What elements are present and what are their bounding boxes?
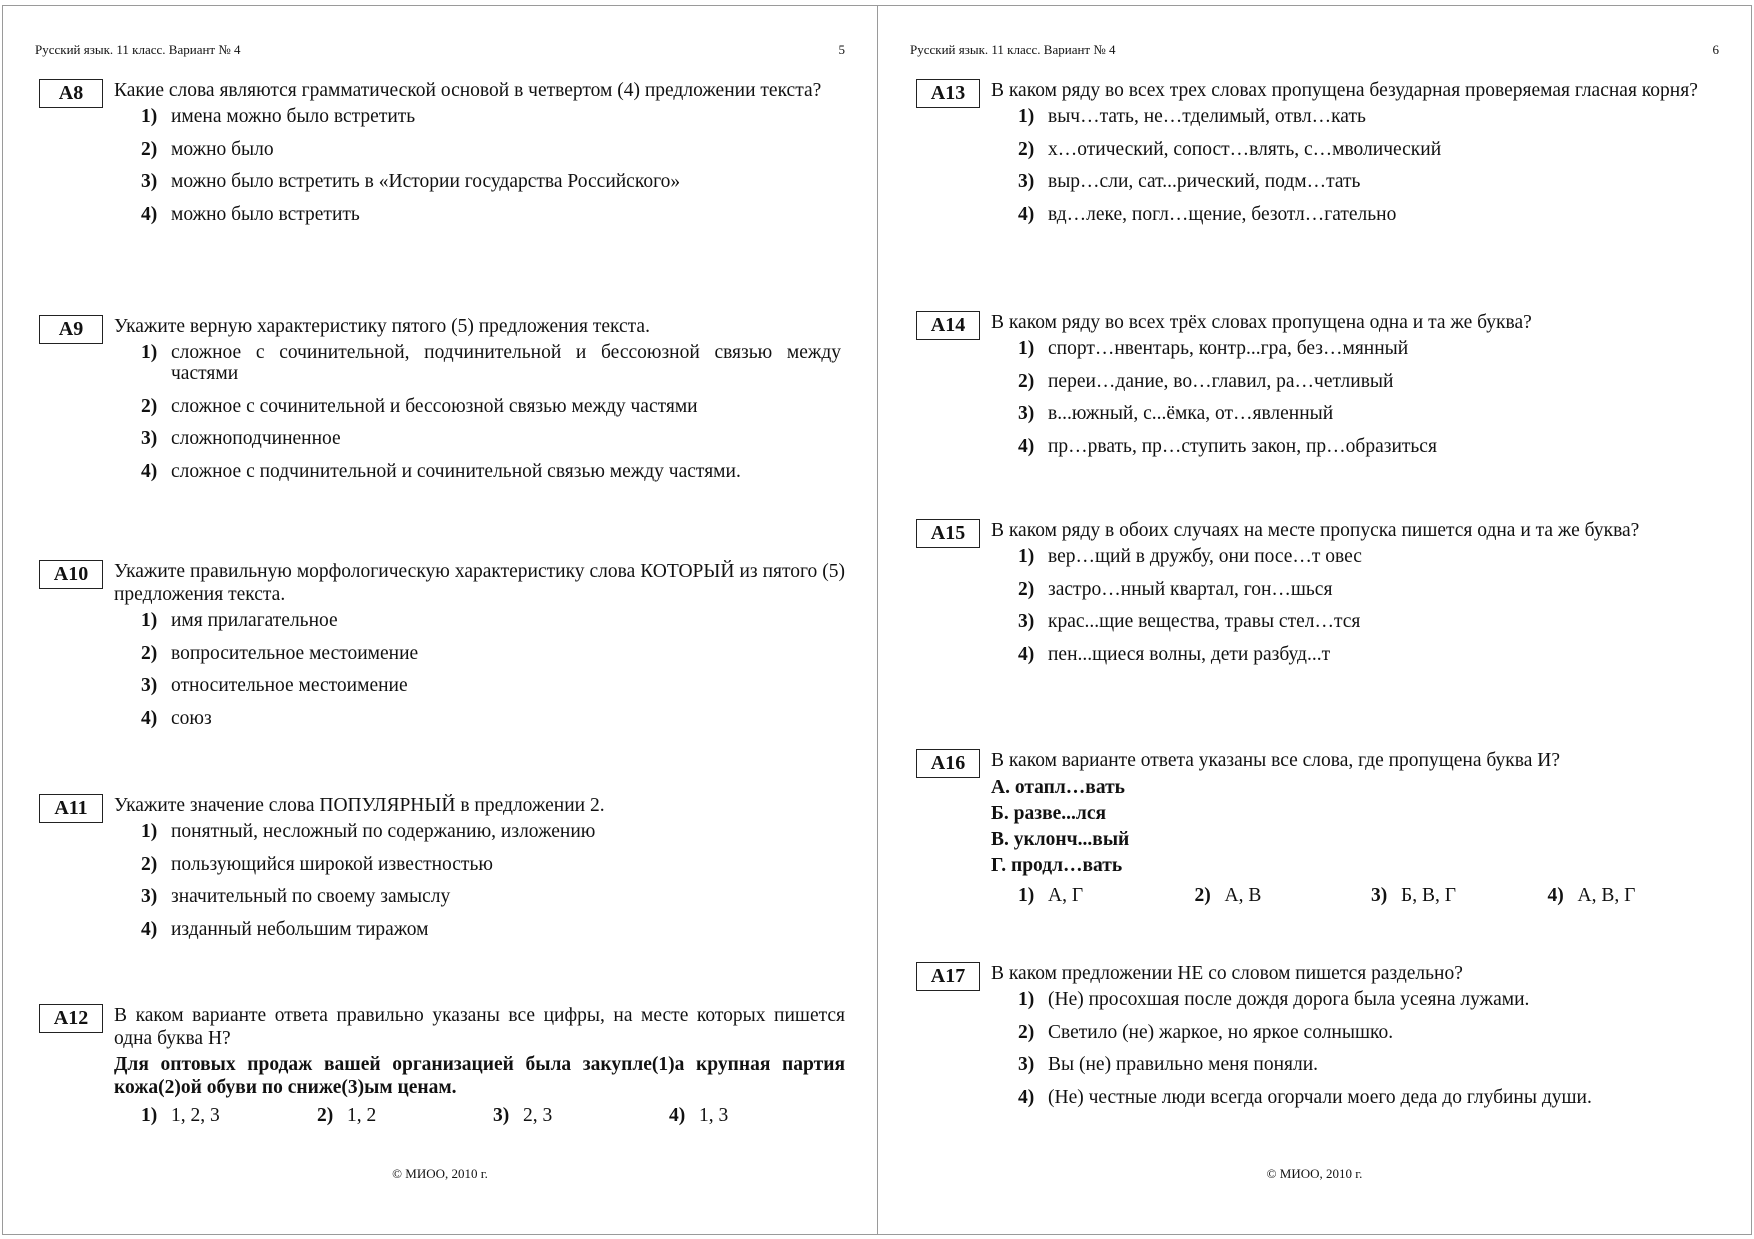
answer-option[interactable]: 1) вер…щий в дружбу, они посе…т овес bbox=[1018, 546, 1362, 567]
answer-option[interactable]: 2) 1, 2 bbox=[317, 1105, 377, 1126]
word-item: Г. продл…вать bbox=[991, 855, 1123, 876]
answer-option[interactable]: 2) х…отический, сопост…влять, с…мволический bbox=[1018, 138, 1442, 160]
answer-option[interactable]: 1) выч…тать, не…тделимый, отвл…кать bbox=[1018, 106, 1366, 127]
question-a12 bbox=[39, 1004, 845, 1127]
question-a17 bbox=[916, 962, 1724, 1119]
right-page bbox=[877, 5, 1752, 1235]
question-a10 bbox=[39, 560, 845, 740]
word-list bbox=[991, 775, 1724, 879]
answer-option[interactable]: 1) имя прилагательное bbox=[141, 610, 338, 631]
answer-option[interactable]: 4) вд…леке, погл…щение, безотл…гательно bbox=[1018, 203, 1397, 225]
answer-option[interactable]: 3) Вы (не) правильно меня поняли. bbox=[1018, 1054, 1319, 1075]
answer-options bbox=[141, 342, 845, 482]
page-footer: © МИОО, 2010 г. bbox=[1266, 1166, 1363, 1181]
question-label: А17 bbox=[916, 962, 980, 991]
word-item: Б. разве...лся bbox=[991, 803, 1107, 824]
answer-option[interactable]: 3) значительный по своему замыслу bbox=[141, 886, 451, 907]
question-sentence: Для оптовых продаж вашей организацией была закупле(1)а крупная партия кожа(2)ой обуви по сниже(3)ым ценам. bbox=[114, 1054, 845, 1098]
answer-options bbox=[1018, 106, 1724, 225]
question-label: А15 bbox=[916, 519, 980, 548]
page-footer: © МИОО, 2010 г. bbox=[392, 1166, 488, 1181]
answer-option[interactable]: 4) можно было встретить bbox=[141, 203, 360, 225]
answer-option[interactable]: 1) сложное с сочинительной, подчинительной и бессоюзной связью между частями bbox=[141, 342, 841, 384]
answer-option[interactable]: 1) спорт…нвентарь, контр...гра, без…мянный bbox=[1018, 338, 1409, 359]
question-label: А10 bbox=[39, 560, 103, 589]
answer-options bbox=[141, 821, 845, 940]
answer-option[interactable]: 2) застро…нный квартал, гон…шься bbox=[1018, 578, 1333, 600]
answer-option[interactable]: 4) союз bbox=[141, 707, 212, 729]
question-a11 bbox=[39, 794, 845, 951]
question-text: Укажите значение слова ПОПУЛЯРНЫЙ в предложении 2. bbox=[114, 795, 605, 816]
answer-option[interactable]: 2) пользующийся широкой известностью bbox=[141, 853, 493, 875]
question-a13 bbox=[916, 79, 1724, 236]
answer-options bbox=[1018, 989, 1724, 1108]
answer-options bbox=[1018, 338, 1724, 457]
answer-option[interactable]: 1) имена можно было встретить bbox=[141, 106, 416, 127]
answer-option[interactable]: 1) (Не) просохшая после дождя дорога была усеяна лужами. bbox=[1018, 989, 1530, 1010]
question-a9 bbox=[39, 315, 845, 493]
question-label: А14 bbox=[916, 311, 980, 340]
answer-option[interactable]: 4) сложное с подчинительной и сочинительной связью между частями. bbox=[141, 460, 741, 482]
answer-options bbox=[141, 1105, 845, 1127]
answer-option[interactable]: 3) выр…сли, сат...рический, подм…тать bbox=[1018, 171, 1361, 192]
answer-option[interactable]: 4) 1, 3 bbox=[669, 1105, 729, 1126]
question-text: В каком варианте ответа указаны все слова, где пропущена буква И? bbox=[991, 750, 1560, 771]
question-label: А11 bbox=[39, 794, 103, 823]
question-a15 bbox=[916, 519, 1724, 676]
answer-option[interactable]: 3) сложноподчиненное bbox=[141, 428, 341, 449]
question-text: В каком предложении НЕ со словом пишется раздельно? bbox=[991, 963, 1463, 984]
answer-option[interactable]: 3) в...южный, с...ёмка, от…явленный bbox=[1018, 403, 1334, 424]
question-label: А13 bbox=[916, 79, 980, 108]
question-label: А8 bbox=[39, 79, 103, 108]
question-text: В каком ряду во всех трех словах пропущена безударная проверяемая гласная корня? bbox=[991, 80, 1698, 101]
answer-option[interactable]: 2) Светило (не) жаркое, но яркое солнышко. bbox=[1018, 1021, 1394, 1043]
word-item: В. уклонч...вый bbox=[991, 829, 1130, 850]
answer-option[interactable]: 3) можно было встретить в «Истории государства Российского» bbox=[141, 171, 681, 192]
page-number: 6 bbox=[1712, 42, 1719, 57]
answer-options bbox=[1018, 885, 1724, 907]
answer-option[interactable]: 2) вопросительное местоимение bbox=[141, 642, 419, 664]
answer-option[interactable]: 3) крас...щие вещества, травы стел…тся bbox=[1018, 611, 1361, 632]
header-title: Русский язык. 11 класс. Вариант № 4 bbox=[910, 42, 1116, 57]
answer-option[interactable]: 2) переи…дание, во…главил, ра…четливый bbox=[1018, 370, 1394, 392]
question-text: Укажите правильную морфологическую характеристику слова КОТОРЫЙ из пятого (5) предложения текста. bbox=[114, 561, 845, 605]
answer-option[interactable]: 4) пр…рвать, пр…ступить закон, пр…образиться bbox=[1018, 435, 1437, 457]
page-number: 5 bbox=[838, 42, 845, 57]
answer-option[interactable]: 1) А, Г bbox=[1018, 885, 1084, 906]
header-title: Русский язык. 11 класс. Вариант № 4 bbox=[35, 42, 241, 57]
word-item: А. отапл…вать bbox=[991, 777, 1125, 798]
answer-option[interactable]: 4) изданный небольшим тиражом bbox=[141, 918, 429, 940]
question-a16 bbox=[916, 749, 1724, 907]
answer-option[interactable]: 3) 2, 3 bbox=[493, 1105, 553, 1126]
answer-option[interactable]: 2) А, В bbox=[1194, 885, 1262, 906]
question-text: В каком ряду в обоих случаях на месте пропуска пишется одна и та же буква? bbox=[991, 520, 1640, 541]
question-text: Укажите верную характеристику пятого (5) предложения текста. bbox=[114, 316, 650, 337]
question-a8 bbox=[39, 79, 845, 236]
question-text: В каком варианте ответа правильно указаны все цифры, на месте которых пишется одна буква Н? bbox=[114, 1005, 845, 1049]
question-label: А12 bbox=[39, 1004, 103, 1033]
answer-option[interactable]: 3) относительное местоимение bbox=[141, 675, 408, 696]
answer-option[interactable]: 4) (Не) честные люди всегда огорчали моего деда до глубины души. bbox=[1018, 1086, 1592, 1108]
answer-options bbox=[141, 610, 845, 729]
answer-option[interactable]: 1) понятный, несложный по содержанию, изложению bbox=[141, 821, 596, 842]
answer-options bbox=[1018, 546, 1724, 665]
answer-options bbox=[141, 106, 845, 225]
page-header bbox=[35, 42, 845, 58]
answer-option[interactable]: 2) можно было bbox=[141, 138, 274, 160]
page-header bbox=[910, 42, 1719, 58]
answer-option[interactable]: 1) 1, 2, 3 bbox=[141, 1105, 220, 1126]
answer-option[interactable]: 4) А, В, Г bbox=[1547, 885, 1636, 906]
question-a14 bbox=[916, 311, 1724, 468]
left-page bbox=[2, 5, 878, 1235]
question-text: В каком ряду во всех трёх словах пропущена одна и та же буква? bbox=[991, 312, 1532, 333]
answer-option[interactable]: 4) пен...щиеся волны, дети разбуд...т bbox=[1018, 643, 1331, 665]
answer-option[interactable]: 2) сложное с сочинительной и бессоюзной связью между частями bbox=[141, 395, 698, 417]
question-label: А9 bbox=[39, 315, 103, 344]
question-label: А16 bbox=[916, 749, 980, 778]
answer-option[interactable]: 3) Б, В, Г bbox=[1371, 885, 1456, 906]
question-text: Какие слова являются грамматической основой в четвертом (4) предложении текста? bbox=[114, 80, 822, 101]
